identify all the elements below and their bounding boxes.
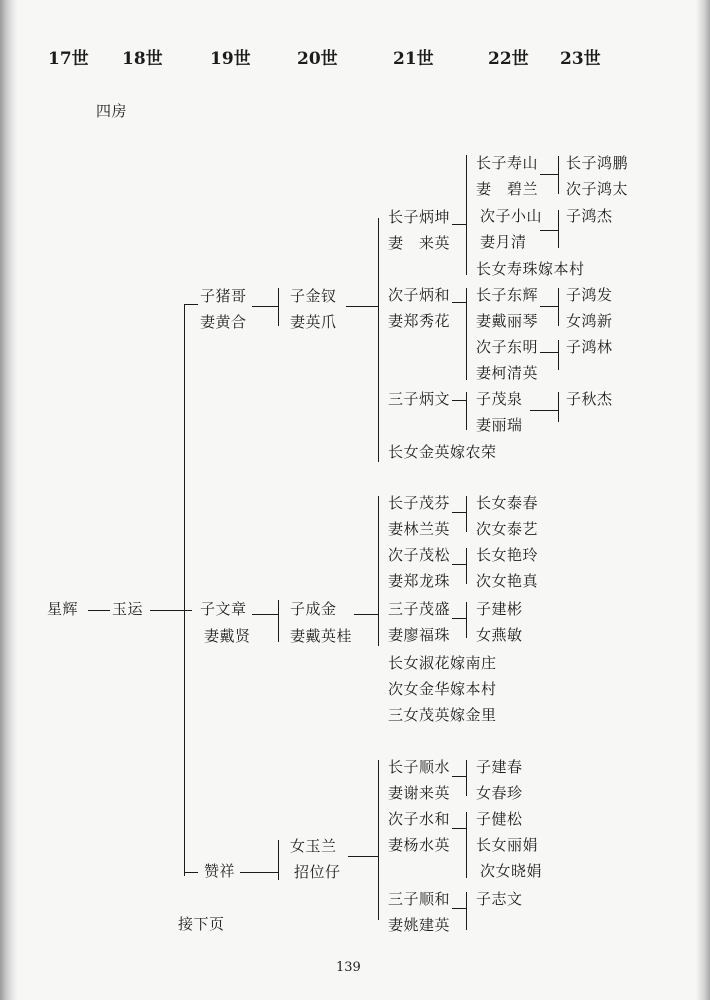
g3-son2: 次子水和 xyxy=(388,810,451,828)
bracket xyxy=(466,496,467,532)
g1-son2-child2-wife: 妻柯清英 xyxy=(476,364,539,382)
bracket xyxy=(466,288,467,380)
g1-son1-child2-kid1: 子鸿杰 xyxy=(566,207,613,225)
connector xyxy=(530,410,558,411)
bracket xyxy=(466,602,467,638)
g1-son3-child1: 子茂泉 xyxy=(476,390,523,408)
bracket xyxy=(466,155,467,275)
connector xyxy=(348,856,378,857)
generation-header-21: 21世 xyxy=(393,49,434,69)
g3-son1-kid1: 子建春 xyxy=(476,758,523,776)
g1-son2-child1-wife: 妻戴丽琴 xyxy=(476,312,539,330)
g1-gen20-son: 子金钗 xyxy=(290,287,337,305)
bracket xyxy=(466,548,467,584)
g1-daughter1: 长女金英嫁农荣 xyxy=(388,443,497,461)
g3-son2-wife: 妻杨水英 xyxy=(388,836,451,854)
g3-gen21-bracket xyxy=(378,760,379,920)
g2-son2-kid2: 次女艳真 xyxy=(476,572,539,590)
g3-son1-wife: 妻谢来英 xyxy=(388,784,451,802)
scan-shadow-left xyxy=(0,0,18,1000)
generation-header-22: 22世 xyxy=(488,49,529,69)
connector xyxy=(452,618,466,619)
connector xyxy=(540,230,558,231)
g3-son1: 长子顺水 xyxy=(388,758,451,776)
connector xyxy=(452,828,466,829)
g1-son3-child1-kid1: 子秋杰 xyxy=(566,390,613,408)
g1-son1-child2: 次子小山 xyxy=(480,207,543,225)
gen18-bracket xyxy=(184,304,185,876)
branch-title: 四房 xyxy=(96,102,128,120)
connector xyxy=(252,614,278,615)
g2-son2: 次子茂松 xyxy=(388,546,451,564)
g3-gen20-husband: 招位仔 xyxy=(294,863,341,881)
connector xyxy=(452,564,466,565)
generation-header-18: 18世 xyxy=(122,49,163,69)
g2-gen19-wife: 妻戴贤 xyxy=(204,627,251,645)
scan-shadow-right xyxy=(696,0,710,1000)
g3-gen20-daughter: 女玉兰 xyxy=(290,837,337,855)
bracket xyxy=(558,156,559,194)
bracket xyxy=(558,210,559,248)
g3-son2-kid3: 次女晓娟 xyxy=(480,862,543,880)
bracket xyxy=(466,760,467,796)
g2-son3: 三子茂盛 xyxy=(388,600,451,618)
connector xyxy=(452,776,466,777)
connector xyxy=(452,908,466,909)
connector xyxy=(540,352,558,353)
g2-son2-kid1: 长女艳玲 xyxy=(476,546,539,564)
g1-son1-child1-kid2: 次子鸿太 xyxy=(566,180,629,198)
connector xyxy=(540,306,558,307)
generation-header-17: 17世 xyxy=(48,49,89,69)
g1-gen19-wife: 妻黄合 xyxy=(200,313,247,331)
g1-gen20-wife: 妻英爪 xyxy=(290,313,337,331)
page-number: 139 xyxy=(336,960,361,975)
g2-gen21-bracket xyxy=(378,496,379,646)
g3-son2-kid1: 子健松 xyxy=(476,810,523,828)
connector xyxy=(452,224,466,225)
bracket xyxy=(278,840,279,880)
g2-son1-kid2: 次女泰艺 xyxy=(476,520,539,538)
g1-son1: 长子炳坤 xyxy=(388,208,451,226)
g2-son3-wife: 妻廖福珠 xyxy=(388,626,451,644)
g2-daughter1: 长女淑花嫁南庄 xyxy=(388,654,497,672)
g3-son3-wife: 妻姚建英 xyxy=(388,916,451,934)
connector xyxy=(452,302,466,303)
connector xyxy=(240,872,278,873)
g1-son2-wife: 妻郑秀花 xyxy=(388,312,451,330)
bracket xyxy=(466,892,467,930)
bracket xyxy=(466,392,467,430)
g2-son2-wife: 妻郑龙珠 xyxy=(388,572,451,590)
root-gen17: 星辉 xyxy=(47,600,79,618)
connector xyxy=(88,610,110,611)
root-gen18: 玉运 xyxy=(112,600,144,618)
connector xyxy=(184,872,198,873)
g1-gen19-son: 子猪哥 xyxy=(200,287,247,305)
bracket xyxy=(558,392,559,422)
g3-son3: 三子顺和 xyxy=(388,890,451,908)
g3-gen19: 赞祥 xyxy=(204,862,236,880)
g2-son1-wife: 妻林兰英 xyxy=(388,520,451,538)
g2-daughter3: 三女茂英嫁金里 xyxy=(388,706,497,724)
g2-son1: 长子茂芬 xyxy=(388,494,451,512)
g2-gen20-son: 子成金 xyxy=(290,600,337,618)
bracket xyxy=(466,812,467,878)
g3-son2-kid2: 长女丽娟 xyxy=(476,836,539,854)
bracket xyxy=(558,288,559,326)
connector xyxy=(452,400,466,401)
connector xyxy=(252,306,278,307)
generation-header-23: 23世 xyxy=(560,49,601,69)
bracket xyxy=(278,600,279,642)
g1-son2-child2-kid1: 子鸿林 xyxy=(566,338,613,356)
g1-son2-child2: 次子东明 xyxy=(476,338,539,356)
g1-son1-child2-wife: 妻月清 xyxy=(480,233,527,251)
bracket xyxy=(278,288,279,326)
g1-son1-child1-wife: 妻 碧兰 xyxy=(476,180,539,198)
connector xyxy=(452,512,466,513)
g2-gen20-wife: 妻戴英桂 xyxy=(290,627,353,645)
g1-son1-daughter1: 长女寿珠嫁本村 xyxy=(476,260,585,278)
g1-son2-child1-kid1: 子鸿发 xyxy=(566,286,613,304)
g1-son1-child1-kid1: 长子鸿鹏 xyxy=(566,154,629,172)
connector xyxy=(150,610,192,611)
continued-note: 接下页 xyxy=(178,915,225,933)
g1-son3-child1-wife: 妻丽瑞 xyxy=(476,416,523,434)
connector xyxy=(184,304,198,305)
g1-son1-wife: 妻 来英 xyxy=(388,234,451,252)
g1-son2-child1-kid2: 女鸿新 xyxy=(566,312,613,330)
g2-son3-kid1: 子建彬 xyxy=(476,600,523,618)
connector xyxy=(540,174,558,175)
g1-son1-child1: 长子寿山 xyxy=(476,154,539,172)
generation-header-19: 19世 xyxy=(210,49,251,69)
generation-header-20: 20世 xyxy=(297,49,338,69)
g1-son2: 次子炳和 xyxy=(388,286,451,304)
connector xyxy=(346,306,378,307)
g2-son3-kid2: 女燕敏 xyxy=(476,626,523,644)
g2-daughter2: 次女金华嫁本村 xyxy=(388,680,497,698)
connector xyxy=(354,614,378,615)
g1-gen21-bracket xyxy=(378,218,379,462)
g3-son1-kid2: 女春珍 xyxy=(476,784,523,802)
bracket xyxy=(558,340,559,370)
g1-son2-child1: 长子东辉 xyxy=(476,286,539,304)
g1-son3: 三子炳文 xyxy=(388,390,451,408)
g2-gen19-son: 子文章 xyxy=(200,600,247,618)
g3-son3-kid1: 子志文 xyxy=(476,890,523,908)
g2-son1-kid1: 长女泰春 xyxy=(476,494,539,512)
